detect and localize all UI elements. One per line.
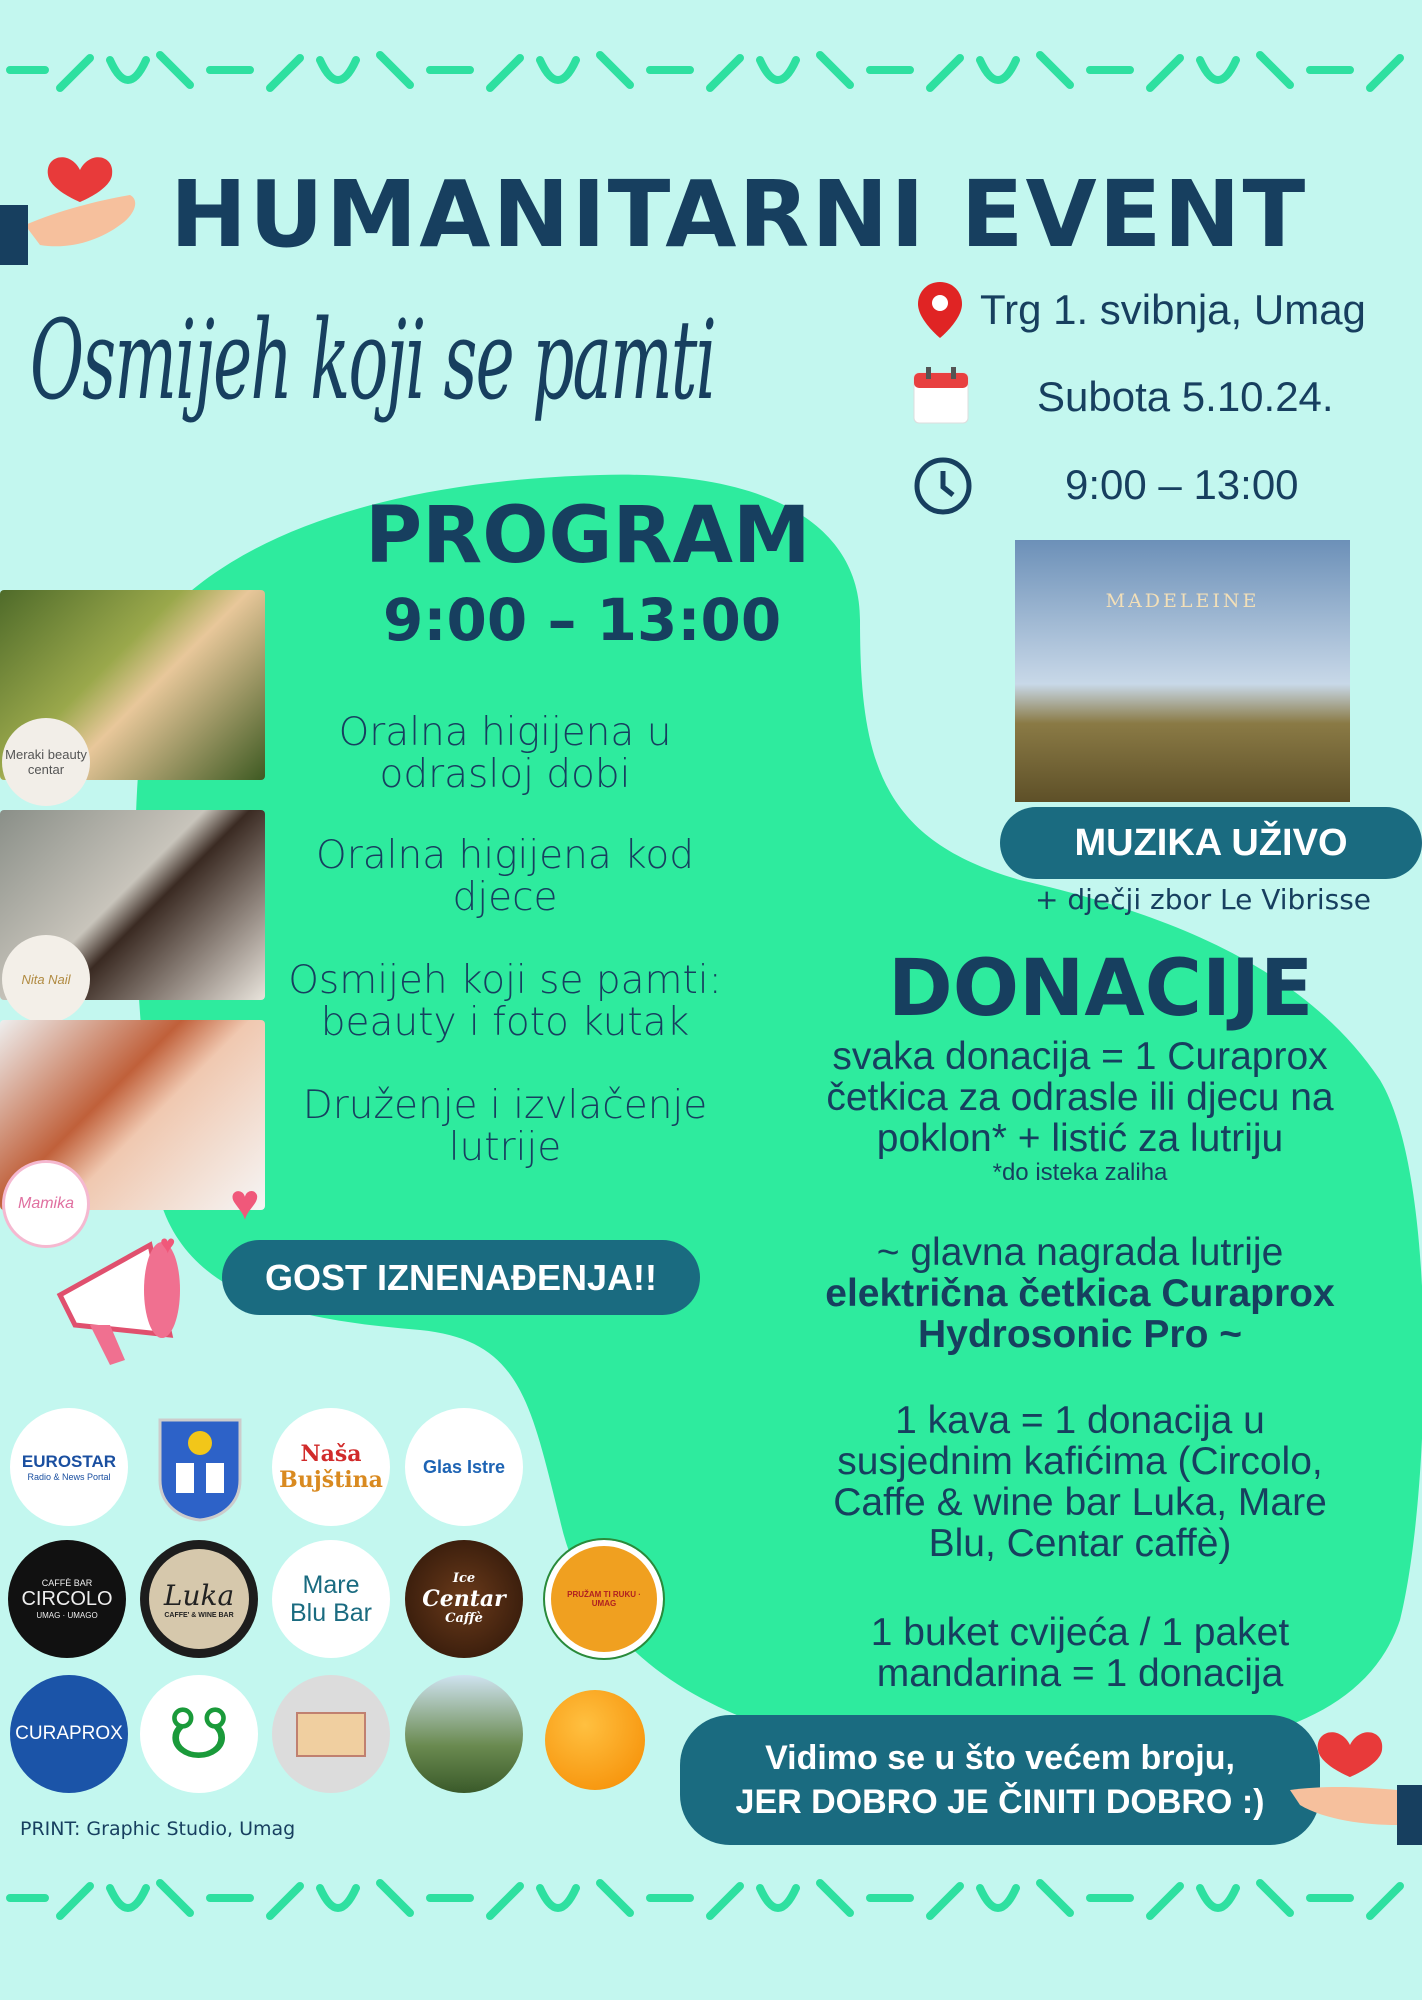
donation-line: poklon* + listić za lutriju	[876, 1117, 1284, 1160]
program-item-line: Osmijeh koji se pamti:	[288, 958, 722, 1003]
program-time: 9:00 – 13:00	[383, 586, 782, 654]
flowers-line: 1 buket cvijeća / 1 paket	[870, 1611, 1290, 1654]
program-item-line: Druženje i izvlačenje	[302, 1083, 708, 1128]
prize-intro: ~ glavna nagrada lutrije	[876, 1231, 1284, 1274]
mandarin-icon	[545, 1690, 645, 1790]
program-item-line: djece	[452, 875, 558, 920]
program-item-line: Oralna higijena u	[338, 710, 672, 755]
hand-heart-icon	[0, 140, 145, 270]
hand-heart-icon	[1285, 1715, 1422, 1845]
live-music-label: MUZIKA UŽIVO	[1000, 807, 1422, 879]
print-credit: PRINT: Graphic Studio, Umag	[20, 1818, 296, 1840]
curaprox-logo: CURAPROX	[10, 1675, 128, 1793]
donation-rule	[750, 1036, 1410, 1187]
donations-heading: DONACIJE	[888, 944, 1314, 1034]
surprise-guest-label: GOST IZNENAĐENJA!!	[222, 1240, 700, 1315]
eurostar-logo	[10, 1408, 128, 1526]
logo-text: Radio & News Portal	[27, 1472, 111, 1482]
logo-text: Caffè	[445, 1611, 483, 1626]
logo-text: Centar	[422, 1586, 506, 1612]
location-text: Trg 1. svibnja, Umag	[980, 286, 1366, 333]
logo-text: CIRCOLO	[21, 1588, 113, 1610]
date-text: Subota 5.10.24.	[1037, 373, 1334, 420]
envelope-logo	[272, 1675, 390, 1793]
lottery-prize	[750, 1232, 1410, 1355]
logo-text: Ice	[452, 1571, 476, 1586]
coffee-line: susjednim kafićima (Circolo,	[837, 1440, 1323, 1483]
closing-line: JER DOBRO JE ČINITI DOBRO :)	[735, 1783, 1265, 1821]
donation-line: četkica za odrasle ili djecu na	[826, 1076, 1334, 1119]
svg-text:♥: ♥	[160, 1229, 176, 1259]
meraki-badge: Meraki beauty centar	[2, 718, 90, 806]
coffee-line: Caffe & wine bar Luka, Mare	[833, 1481, 1327, 1524]
program-item-line: beauty i foto kutak	[320, 1000, 690, 1045]
umag-coat-of-arms	[158, 1418, 242, 1522]
heart-icon: ♥	[230, 1174, 260, 1230]
pruzam-ti-ruku-logo: PRUŽAM TI RUKU · UMAG	[545, 1540, 663, 1658]
madeleine-band-photo	[1015, 540, 1350, 802]
benetton-logo: ☋	[140, 1675, 258, 1793]
luka-logo	[140, 1540, 258, 1658]
circolo-logo	[8, 1540, 126, 1658]
logo-text: UMAG · UMAGO	[36, 1611, 98, 1620]
prize-name: električna četkica Curaprox	[825, 1272, 1335, 1315]
flowers-line: mandarina = 1 donacija	[876, 1652, 1284, 1695]
program-item	[250, 835, 760, 919]
clock-icon	[912, 455, 974, 517]
mare-blu-bar-logo	[272, 1540, 390, 1658]
group-photo-logo	[405, 1675, 523, 1793]
nasa-bujstina-logo	[272, 1408, 390, 1526]
logo-text: CAFFÈ BAR	[41, 1578, 93, 1588]
megaphone-icon	[50, 1225, 200, 1370]
logo-text: Bujština	[279, 1467, 383, 1493]
time-text: 9:00 – 13:00	[1065, 461, 1299, 508]
program-item	[250, 960, 760, 1044]
donation-line: svaka donacija = 1 Curaprox	[832, 1035, 1328, 1078]
glas-istre-logo: Glas Istre	[405, 1408, 523, 1526]
logo-text: Blu Bar	[290, 1599, 372, 1627]
program-item-line: Oralna higijena kod	[316, 833, 694, 878]
program-item	[250, 1085, 760, 1169]
nita-nail-badge: Nita Nail	[2, 935, 90, 1023]
logo-text: Naša	[300, 1441, 362, 1467]
closing-line: Vidimo se u što većem broju,	[765, 1739, 1235, 1777]
mamika-badge: Mamika	[2, 1160, 90, 1248]
choir-text: + dječji zbor Le Vibrisse	[1035, 883, 1372, 916]
program-item	[250, 712, 760, 796]
prize-name: Hydrosonic Pro ~	[918, 1313, 1242, 1356]
coffee-donation	[750, 1400, 1410, 1564]
program-heading: PROGRAM	[365, 491, 811, 581]
location-pin-icon	[915, 280, 965, 340]
calendar-icon	[912, 365, 970, 425]
event-slogan: Osmijeh koji se pamti	[30, 296, 715, 424]
event-title: HUMANITARNI EVENT	[170, 161, 1308, 268]
logo-text: EUROSTAR	[21, 1452, 117, 1471]
program-item-line: odrasloj dobi	[379, 752, 631, 797]
program-item-line: lutrije	[448, 1125, 562, 1170]
donation-footnote: *do isteka zaliha	[992, 1159, 1168, 1186]
logo-text: CAFFE' & WINE BAR	[164, 1612, 234, 1619]
closing-message	[680, 1715, 1320, 1845]
coffee-line: 1 kava = 1 donacija u	[895, 1399, 1265, 1442]
flowers-donation	[750, 1612, 1410, 1694]
band-name: MADELEINE	[1105, 590, 1260, 612]
coffee-line: Blu, Centar caffè)	[928, 1522, 1232, 1565]
logo-text: Mare	[302, 1571, 360, 1599]
logo-text: Luka	[163, 1579, 235, 1612]
centar-caffe-logo	[405, 1540, 523, 1658]
